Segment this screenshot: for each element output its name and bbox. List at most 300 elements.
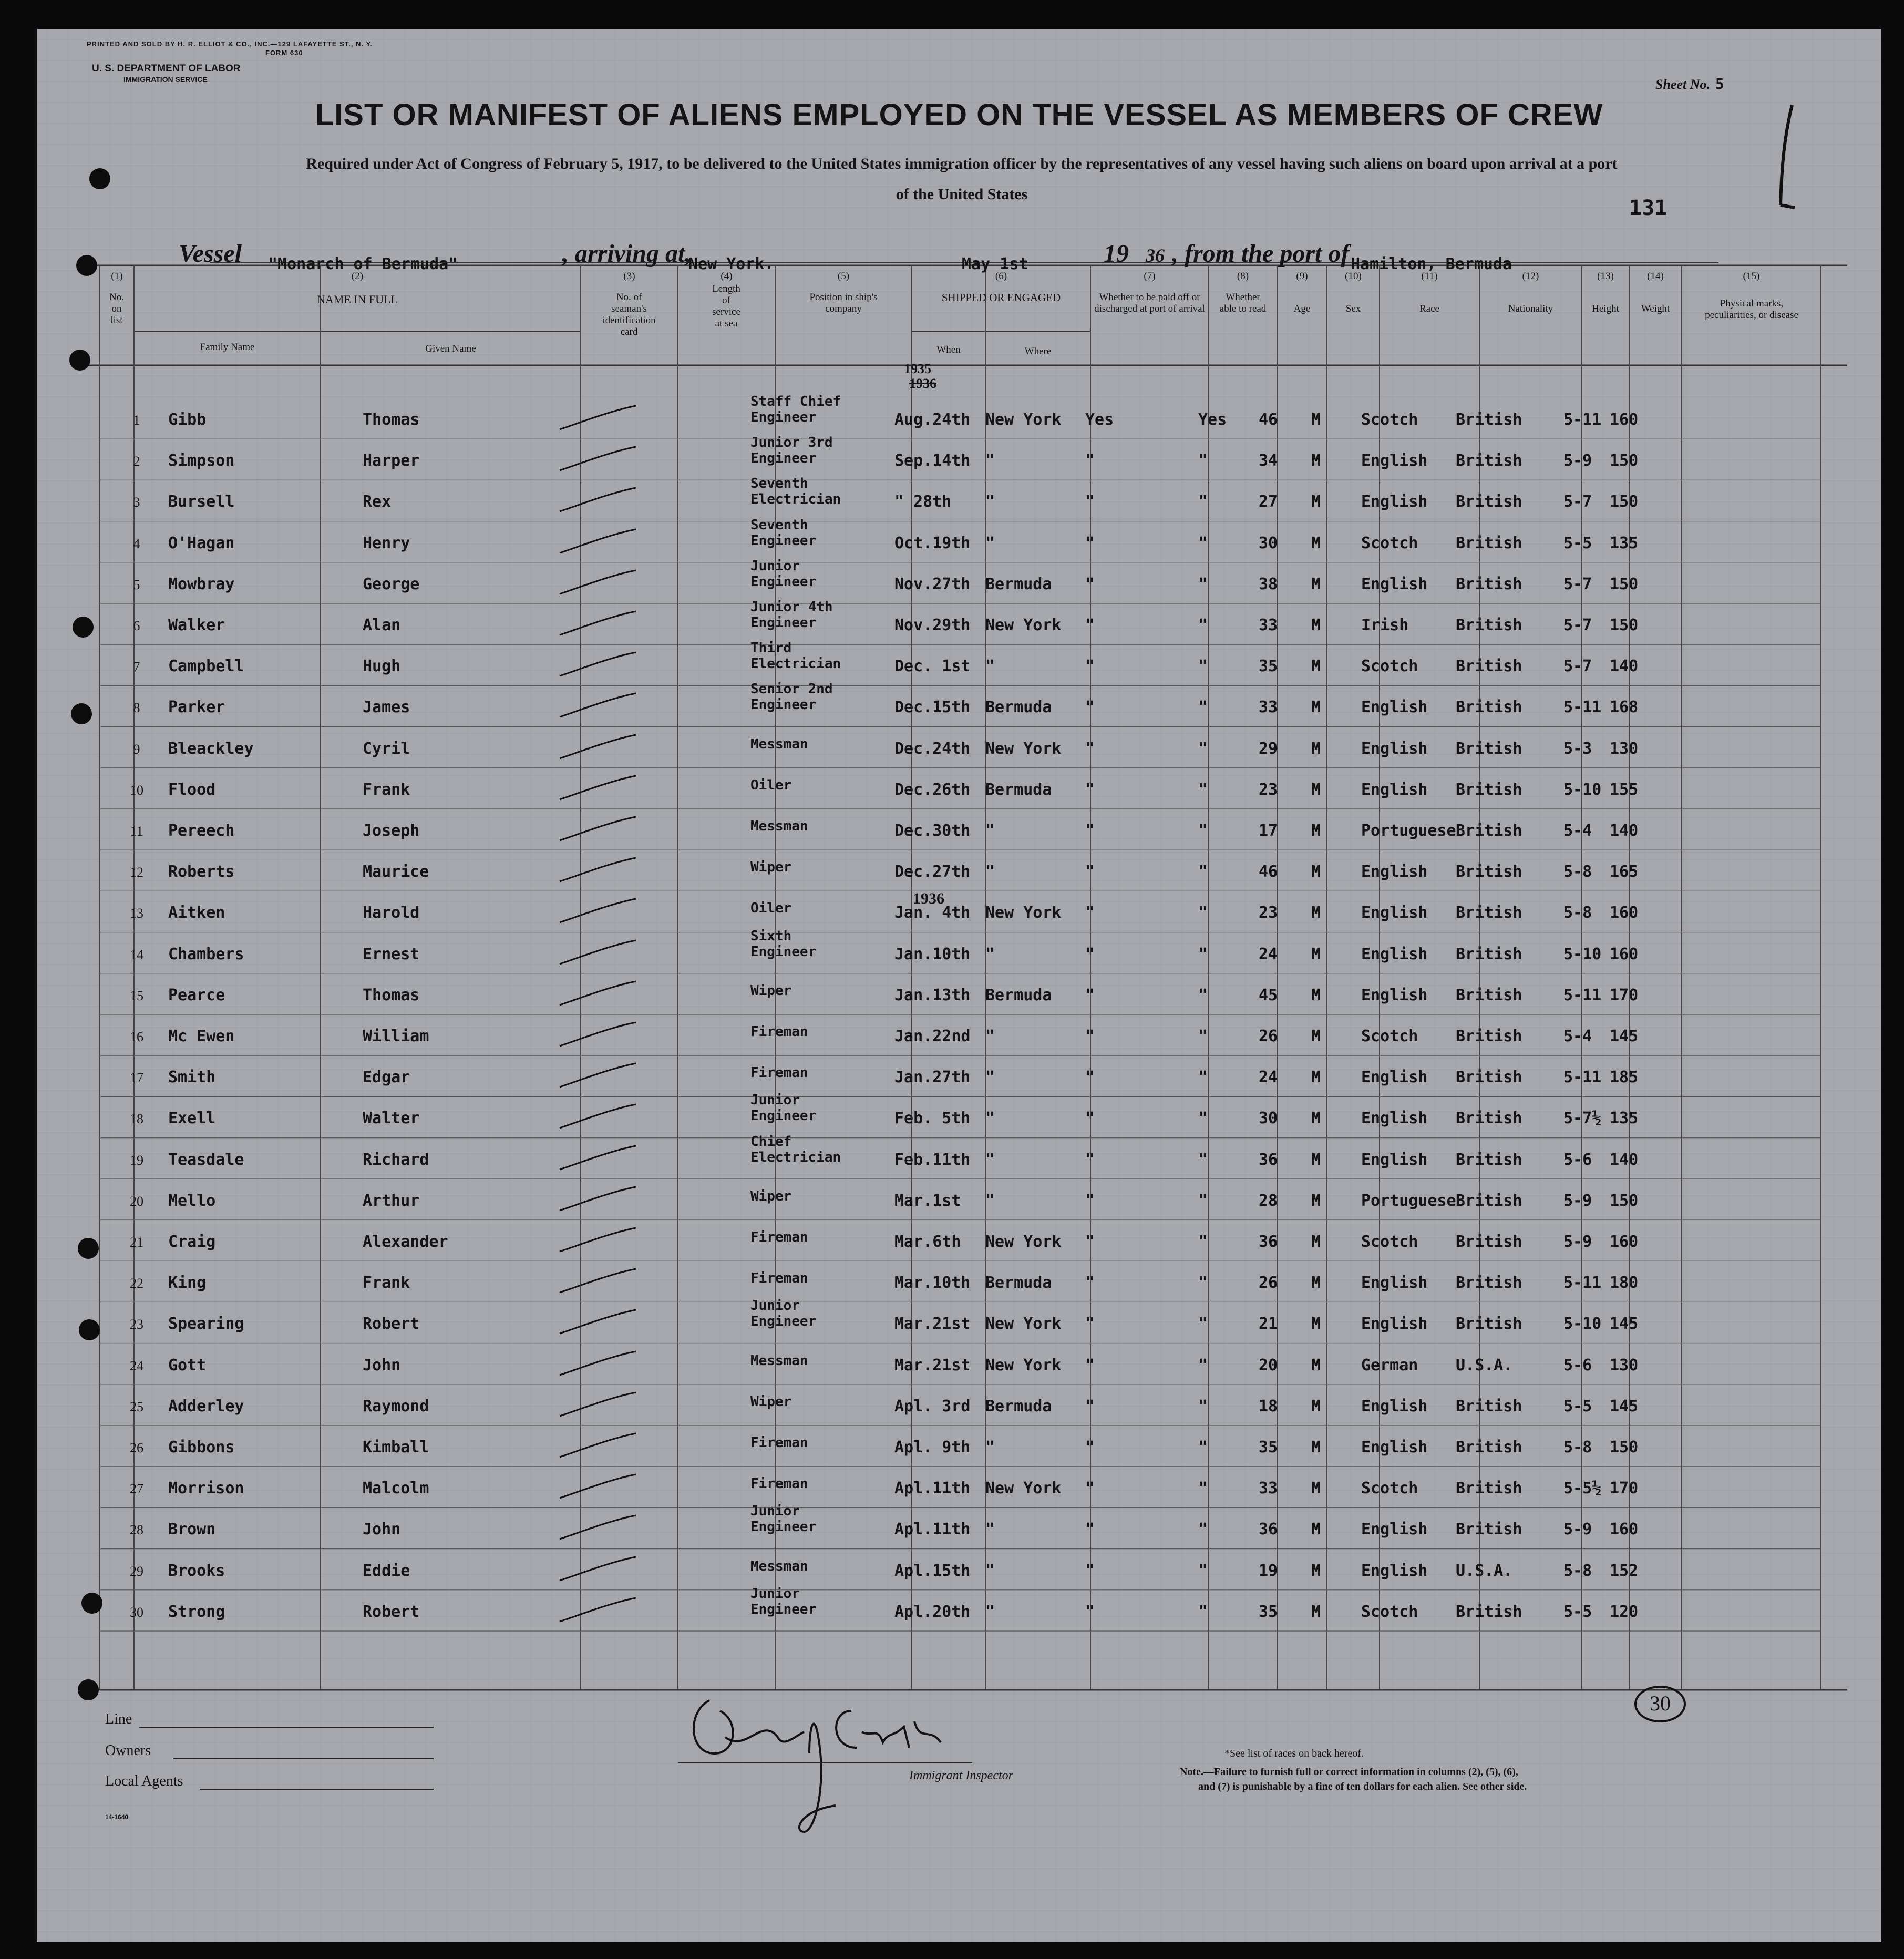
id-card-dash-mark bbox=[557, 568, 641, 599]
given-cell: Hugh bbox=[363, 657, 401, 676]
year-suffix: 36 bbox=[1146, 245, 1165, 266]
family-cell: Teasdale bbox=[168, 1150, 244, 1169]
nat-cell: British bbox=[1456, 1027, 1522, 1045]
weight-cell: 160 bbox=[1610, 945, 1639, 963]
where-cell: Bermuda bbox=[985, 575, 1052, 593]
nat-cell: British bbox=[1456, 1438, 1522, 1457]
position-line-2: Engineer bbox=[750, 409, 817, 425]
paid-cell: " bbox=[1085, 1233, 1095, 1251]
position-line-2: Fireman bbox=[750, 1229, 808, 1245]
n-cell: 5 bbox=[133, 577, 140, 592]
given-cell: Thomas bbox=[363, 986, 420, 1004]
given-cell: James bbox=[363, 698, 410, 717]
paid-cell: " bbox=[1085, 1027, 1095, 1045]
weight-cell: 130 bbox=[1610, 1356, 1639, 1375]
where-cell: " bbox=[985, 1068, 995, 1087]
where-cell: " bbox=[985, 1027, 995, 1045]
read-cell: " bbox=[1198, 575, 1208, 593]
nat-cell: British bbox=[1456, 1315, 1522, 1334]
sex-cell: M bbox=[1311, 1397, 1321, 1416]
paid-cell: " bbox=[1085, 1356, 1095, 1375]
when-cell: Apl.20th bbox=[894, 1602, 971, 1621]
position-line-2: Wiper bbox=[750, 859, 792, 876]
height-cell: 5-5 bbox=[1563, 1602, 1592, 1621]
id-card-dash-mark bbox=[557, 403, 641, 435]
department-heading: U. S. DEPARTMENT OF LABOR IMMIGRATION SERVICE bbox=[92, 63, 241, 84]
when-cell: Feb. 5th bbox=[894, 1109, 971, 1128]
when-cell: Jan.22nd bbox=[894, 1027, 971, 1045]
age-cell: 30 bbox=[1259, 1109, 1278, 1128]
family-cell: Pearce bbox=[168, 986, 225, 1004]
age-cell: 36 bbox=[1259, 1150, 1278, 1169]
age-cell: 35 bbox=[1259, 657, 1278, 676]
id-card-dash-mark bbox=[557, 1513, 641, 1544]
age-cell: 36 bbox=[1259, 1233, 1278, 1251]
height-cell: 5-8 bbox=[1563, 904, 1592, 922]
position-line-2: Messman bbox=[750, 818, 808, 834]
year-1936-struck: 1936 bbox=[909, 376, 936, 391]
given-cell: Cyril bbox=[363, 739, 410, 758]
n-cell: 27 bbox=[130, 1481, 143, 1497]
weight-cell: 150 bbox=[1610, 493, 1639, 511]
n-cell: 29 bbox=[130, 1563, 143, 1579]
when-cell: Mar.10th bbox=[894, 1274, 971, 1293]
sex-cell: M bbox=[1311, 1438, 1321, 1457]
position-line-1: Seventh bbox=[750, 476, 808, 492]
age-cell: 19 bbox=[1259, 1561, 1278, 1580]
where-cell: New York bbox=[985, 1233, 1062, 1251]
id-card-dash-mark bbox=[557, 1472, 641, 1503]
when-cell: Mar.1st bbox=[894, 1191, 961, 1210]
age-cell: 35 bbox=[1259, 1438, 1278, 1457]
read-cell: " bbox=[1198, 1561, 1208, 1580]
binder-hole bbox=[78, 1679, 99, 1700]
n-cell: 9 bbox=[133, 741, 140, 757]
paid-cell: " bbox=[1085, 822, 1095, 840]
n-cell: 2 bbox=[133, 454, 140, 469]
position-line-1: Third bbox=[750, 640, 792, 657]
family-cell: Flood bbox=[168, 780, 216, 799]
given-cell: Robert bbox=[363, 1602, 420, 1621]
family-cell: Parker bbox=[168, 698, 225, 717]
height-cell: 5-11 bbox=[1563, 1068, 1602, 1087]
position-line-1: Seventh bbox=[750, 517, 808, 533]
n-cell: 17 bbox=[130, 1070, 143, 1086]
age-cell: 46 bbox=[1259, 411, 1278, 429]
position-cell bbox=[750, 1353, 808, 1369]
height-cell: 5-3 bbox=[1563, 739, 1592, 758]
height-cell: 5-11 bbox=[1563, 698, 1602, 717]
id-card-dash-mark bbox=[557, 773, 641, 805]
n-cell: 11 bbox=[130, 824, 143, 839]
age-cell: 18 bbox=[1259, 1397, 1278, 1416]
read-cell: " bbox=[1198, 863, 1208, 881]
sex-cell: M bbox=[1311, 452, 1321, 470]
where-cell: " bbox=[985, 1520, 995, 1539]
position-line-2: Wiper bbox=[750, 1393, 792, 1410]
n-cell: 4 bbox=[133, 536, 140, 551]
race-cell: English bbox=[1361, 698, 1428, 717]
col-3-header: (3) No. of seaman's identification card bbox=[602, 271, 656, 337]
where-cell: " bbox=[985, 452, 995, 470]
id-card-dash-mark bbox=[557, 1061, 641, 1092]
form-code: 14-1640 bbox=[105, 1813, 129, 1821]
position-cell bbox=[750, 1092, 816, 1124]
race-cell: Scotch bbox=[1361, 1027, 1418, 1045]
sex-cell: M bbox=[1311, 1561, 1321, 1580]
id-card-dash-mark bbox=[557, 938, 641, 969]
family-cell: Bursell bbox=[168, 493, 235, 511]
race-cell: Scotch bbox=[1361, 1233, 1418, 1251]
penalty-note-2: and (7) is punishable by a fine of ten dollars for each alien. See other side. bbox=[1198, 1781, 1527, 1792]
weight-cell: 160 bbox=[1610, 1520, 1639, 1539]
vessel-label: Vessel bbox=[179, 240, 242, 268]
read-cell: " bbox=[1198, 1191, 1208, 1210]
col-1-header: (1) No. on list bbox=[109, 271, 124, 326]
position-cell bbox=[750, 1586, 816, 1617]
given-cell: Rex bbox=[363, 493, 392, 511]
given-cell: Frank bbox=[363, 780, 410, 799]
where-cell: " bbox=[985, 1561, 995, 1580]
when-cell: Aug.24th bbox=[894, 411, 971, 429]
when-cell: Feb.11th bbox=[894, 1150, 971, 1169]
id-card-dash-mark bbox=[557, 527, 641, 558]
nat-cell: British bbox=[1456, 822, 1522, 840]
height-cell: 5-4 bbox=[1563, 822, 1592, 840]
read-cell: " bbox=[1198, 534, 1208, 552]
position-line-2: Electrician bbox=[750, 1149, 841, 1165]
n-cell: 14 bbox=[130, 947, 143, 962]
nat-cell: U.S.A. bbox=[1456, 1561, 1513, 1580]
id-card-dash-mark bbox=[557, 1020, 641, 1051]
family-cell: Adderley bbox=[168, 1397, 244, 1416]
weight-cell: 135 bbox=[1610, 1109, 1639, 1128]
sex-cell: M bbox=[1311, 493, 1321, 511]
race-cell: Irish bbox=[1361, 616, 1409, 634]
paid-cell: " bbox=[1085, 739, 1095, 758]
height-cell: 5-10 bbox=[1563, 780, 1602, 799]
binder-hole bbox=[81, 1593, 102, 1614]
owners-label: Owners bbox=[105, 1742, 151, 1759]
family-cell: Morrison bbox=[168, 1479, 244, 1498]
id-card-dash-mark bbox=[557, 855, 641, 887]
height-cell: 5-10 bbox=[1563, 945, 1602, 963]
when-cell: Mar.6th bbox=[894, 1233, 961, 1251]
position-cell bbox=[750, 1229, 808, 1245]
nat-cell: U.S.A. bbox=[1456, 1356, 1513, 1375]
departure-port: Hamilton, Bermuda bbox=[1351, 255, 1512, 273]
given-cell: Richard bbox=[363, 1150, 429, 1169]
read-cell: " bbox=[1198, 698, 1208, 717]
where-cell: Bermuda bbox=[985, 1274, 1052, 1293]
read-cell: " bbox=[1198, 1520, 1208, 1539]
family-cell: Brown bbox=[168, 1520, 216, 1539]
weight-cell: 160 bbox=[1610, 904, 1639, 922]
weight-cell: 150 bbox=[1610, 1438, 1639, 1457]
n-cell: 13 bbox=[130, 906, 143, 921]
position-line-2: Fireman bbox=[750, 1435, 808, 1451]
position-cell bbox=[750, 1503, 816, 1535]
given-cell: Henry bbox=[363, 534, 410, 552]
weight-cell: 120 bbox=[1610, 1602, 1639, 1621]
col-8-header: (8) Whether able to read bbox=[1219, 271, 1267, 314]
id-card-dash-mark bbox=[557, 609, 641, 640]
weight-cell: 155 bbox=[1610, 780, 1639, 799]
paid-cell: " bbox=[1085, 1479, 1095, 1498]
age-cell: 36 bbox=[1259, 1520, 1278, 1539]
id-card-dash-mark bbox=[557, 979, 641, 1010]
when-cell: Jan.27th bbox=[894, 1068, 971, 1087]
height-cell: 5-11 bbox=[1563, 411, 1602, 429]
col-15-header: (15) Physical marks, peculiarities, or disease bbox=[1705, 271, 1798, 321]
race-cell: Scotch bbox=[1361, 534, 1418, 552]
id-card-dash-mark bbox=[557, 1307, 641, 1339]
binder-hole bbox=[79, 1319, 100, 1340]
position-line-1: Senior 2nd bbox=[750, 681, 833, 698]
n-cell: 30 bbox=[130, 1604, 143, 1620]
race-cell: English bbox=[1361, 1150, 1428, 1169]
weight-cell: 135 bbox=[1610, 534, 1639, 552]
given-cell: Joseph bbox=[363, 822, 420, 840]
position-cell bbox=[750, 640, 841, 672]
race-cell: English bbox=[1361, 493, 1428, 511]
given-cell: Harold bbox=[363, 904, 420, 922]
when-cell: Dec.24th bbox=[894, 739, 971, 758]
nat-cell: British bbox=[1456, 1150, 1522, 1169]
col-2a-header: Family Name bbox=[200, 342, 255, 353]
family-cell: King bbox=[168, 1274, 207, 1293]
race-cell: English bbox=[1361, 739, 1428, 758]
age-cell: 17 bbox=[1259, 822, 1278, 840]
age-cell: 24 bbox=[1259, 1068, 1278, 1087]
position-line-1: Junior bbox=[750, 1298, 800, 1314]
n-cell: 23 bbox=[130, 1317, 143, 1332]
position-line-2: Engineer bbox=[750, 532, 817, 549]
family-cell: Craig bbox=[168, 1233, 216, 1251]
sex-cell: M bbox=[1311, 780, 1321, 799]
nat-cell: British bbox=[1456, 493, 1522, 511]
where-cell: " bbox=[985, 822, 995, 840]
race-cell: Scotch bbox=[1361, 1479, 1418, 1498]
read-cell: " bbox=[1198, 1397, 1208, 1416]
position-cell bbox=[750, 1558, 808, 1574]
given-cell: John bbox=[363, 1356, 401, 1375]
n-cell: 15 bbox=[130, 988, 143, 1003]
where-cell: New York bbox=[985, 411, 1062, 429]
sex-cell: M bbox=[1311, 863, 1321, 881]
read-cell: " bbox=[1198, 616, 1208, 634]
race-cell: Portuguese bbox=[1361, 1191, 1456, 1210]
nat-cell: British bbox=[1456, 657, 1522, 676]
weight-cell: 140 bbox=[1610, 822, 1639, 840]
given-cell: Raymond bbox=[363, 1397, 429, 1416]
family-cell: Mowbray bbox=[168, 575, 235, 593]
position-line-1: Junior bbox=[750, 1585, 800, 1602]
age-cell: 45 bbox=[1259, 986, 1278, 1004]
when-cell: Dec. 1st bbox=[894, 657, 971, 676]
col-6a-header: When bbox=[936, 344, 961, 355]
paid-cell: " bbox=[1085, 575, 1095, 593]
weight-cell: 152 bbox=[1610, 1561, 1639, 1580]
paid-cell: " bbox=[1085, 904, 1095, 922]
when-cell: Dec.27th bbox=[894, 863, 971, 881]
form-subtitle: Required under Act of Congress of February 5, 1917, to be delivered to the United States immigration officer by the representatives of any vessel having such aliens on board upon arrival at a port of the United States bbox=[306, 155, 1618, 203]
paid-cell: " bbox=[1085, 1315, 1095, 1334]
paid-cell: " bbox=[1085, 1068, 1095, 1087]
race-cell: Portuguese bbox=[1361, 822, 1456, 840]
height-cell: 5-9 bbox=[1563, 452, 1592, 470]
n-cell: 12 bbox=[130, 865, 143, 880]
nat-cell: British bbox=[1456, 1233, 1522, 1251]
family-cell: Mello bbox=[168, 1191, 216, 1210]
id-card-dash-mark bbox=[557, 444, 641, 476]
height-cell: 5-11 bbox=[1563, 1274, 1602, 1293]
read-cell: " bbox=[1198, 1150, 1208, 1169]
sex-cell: M bbox=[1311, 1520, 1321, 1539]
col-14-header: (14) Weight bbox=[1641, 271, 1670, 314]
paid-cell: " bbox=[1085, 452, 1095, 470]
family-cell: Gibb bbox=[168, 411, 207, 429]
position-line-2: Messman bbox=[750, 736, 808, 752]
race-cell: Scotch bbox=[1361, 411, 1418, 429]
given-cell: George bbox=[363, 575, 420, 593]
where-cell: New York bbox=[985, 739, 1062, 758]
n-cell: 1 bbox=[133, 413, 140, 428]
id-card-dash-mark bbox=[557, 1595, 641, 1627]
n-cell: 10 bbox=[130, 782, 143, 798]
binder-hole bbox=[76, 255, 97, 276]
paid-cell: " bbox=[1085, 780, 1095, 799]
nat-cell: British bbox=[1456, 1520, 1522, 1539]
nat-cell: British bbox=[1456, 452, 1522, 470]
id-card-dash-mark bbox=[557, 485, 641, 517]
arriving-port: New York. bbox=[688, 255, 774, 273]
col-2-header: (2) NAME IN FULL bbox=[317, 271, 398, 306]
nat-cell: British bbox=[1456, 411, 1522, 429]
where-cell: New York bbox=[985, 904, 1062, 922]
position-cell bbox=[750, 1134, 841, 1165]
nat-cell: British bbox=[1456, 534, 1522, 552]
family-cell: Aitken bbox=[168, 904, 225, 922]
position-cell bbox=[750, 859, 791, 875]
family-cell: Exell bbox=[168, 1109, 216, 1128]
nat-cell: British bbox=[1456, 1274, 1522, 1293]
position-line-2: Oiler bbox=[750, 900, 792, 917]
height-cell: 5-6 bbox=[1563, 1150, 1592, 1169]
sex-cell: M bbox=[1311, 986, 1321, 1004]
position-cell bbox=[750, 777, 791, 793]
paid-cell: " bbox=[1085, 1397, 1095, 1416]
nat-cell: British bbox=[1456, 698, 1522, 717]
given-cell: Frank bbox=[363, 1274, 410, 1293]
given-cell: Arthur bbox=[363, 1191, 420, 1210]
nat-cell: British bbox=[1456, 904, 1522, 922]
sex-cell: M bbox=[1311, 1356, 1321, 1375]
position-cell bbox=[750, 928, 816, 960]
height-cell: 5-11 bbox=[1563, 986, 1602, 1004]
sex-cell: M bbox=[1311, 411, 1321, 429]
position-line-1: Junior bbox=[750, 558, 800, 574]
position-cell bbox=[750, 1298, 816, 1329]
page-number: 131 bbox=[1629, 196, 1668, 220]
inspector-label: Immigrant Inspector bbox=[909, 1769, 1013, 1782]
id-card-dash-mark bbox=[557, 1431, 641, 1462]
col-13-header: (13) Height bbox=[1592, 271, 1619, 314]
id-card-dash-mark bbox=[557, 1225, 641, 1257]
where-cell: " bbox=[985, 1438, 995, 1457]
total-count-circled: 30 bbox=[1634, 1686, 1686, 1722]
read-cell: " bbox=[1198, 739, 1208, 758]
age-cell: 20 bbox=[1259, 1356, 1278, 1375]
paid-cell: " bbox=[1085, 1274, 1095, 1293]
nat-cell: British bbox=[1456, 1191, 1522, 1210]
age-cell: 30 bbox=[1259, 534, 1278, 552]
race-cell: English bbox=[1361, 1109, 1428, 1128]
race-cell: English bbox=[1361, 452, 1428, 470]
position-cell bbox=[750, 599, 833, 631]
given-cell: Alan bbox=[363, 616, 401, 634]
height-cell: 5-9 bbox=[1563, 1520, 1592, 1539]
paid-cell: " bbox=[1085, 945, 1095, 963]
binder-hole bbox=[69, 350, 90, 371]
position-cell bbox=[750, 983, 791, 999]
where-cell: Bermuda bbox=[985, 698, 1052, 717]
position-line-2: Messman bbox=[750, 1558, 808, 1574]
col-4-header: (4) Length of service at sea bbox=[712, 271, 740, 329]
weight-cell: 160 bbox=[1610, 1233, 1639, 1251]
sex-cell: M bbox=[1311, 575, 1321, 593]
given-cell: Ernest bbox=[363, 945, 420, 963]
position-line-2: Fireman bbox=[750, 1476, 808, 1492]
position-cell bbox=[750, 818, 808, 834]
id-card-dash-mark bbox=[557, 732, 641, 764]
where-cell: Bermuda bbox=[985, 986, 1052, 1004]
position-line-1: Junior bbox=[750, 1092, 800, 1109]
n-cell: 24 bbox=[130, 1358, 143, 1373]
position-cell bbox=[750, 1394, 791, 1410]
race-cell: German bbox=[1361, 1356, 1418, 1375]
position-line-2: Fireman bbox=[750, 1065, 808, 1081]
sex-cell: M bbox=[1311, 534, 1321, 552]
position-line-2: Fireman bbox=[750, 1270, 808, 1287]
id-card-dash-mark bbox=[557, 1143, 641, 1175]
position-line-2: Wiper bbox=[750, 1188, 792, 1204]
where-cell: " bbox=[985, 493, 995, 511]
position-cell bbox=[750, 435, 833, 466]
local-agents-label: Local Agents bbox=[105, 1773, 183, 1789]
position-cell bbox=[750, 476, 841, 507]
position-cell bbox=[750, 900, 791, 916]
nat-cell: British bbox=[1456, 863, 1522, 881]
given-cell: Alexander bbox=[363, 1233, 448, 1251]
sheet-number: Sheet No. 5 bbox=[1655, 75, 1724, 93]
height-cell: 5-8 bbox=[1563, 1561, 1592, 1580]
id-card-dash-mark bbox=[557, 1554, 641, 1586]
read-cell: Yes bbox=[1198, 411, 1227, 429]
where-cell: " bbox=[985, 1109, 995, 1128]
year-prefix: 19 bbox=[1104, 240, 1129, 268]
races-note: *See list of races on back hereof. bbox=[1224, 1748, 1364, 1759]
given-cell: Kimball bbox=[363, 1438, 429, 1457]
position-line-1: Junior 4th bbox=[750, 599, 833, 615]
sex-cell: M bbox=[1311, 739, 1321, 758]
when-cell: Mar.21st bbox=[894, 1356, 971, 1375]
position-line-1: Junior bbox=[750, 1503, 800, 1520]
weight-cell: 150 bbox=[1610, 452, 1639, 470]
weight-cell: 150 bbox=[1610, 575, 1639, 593]
height-cell: 5-7 bbox=[1563, 657, 1592, 676]
n-cell: 16 bbox=[130, 1029, 143, 1044]
